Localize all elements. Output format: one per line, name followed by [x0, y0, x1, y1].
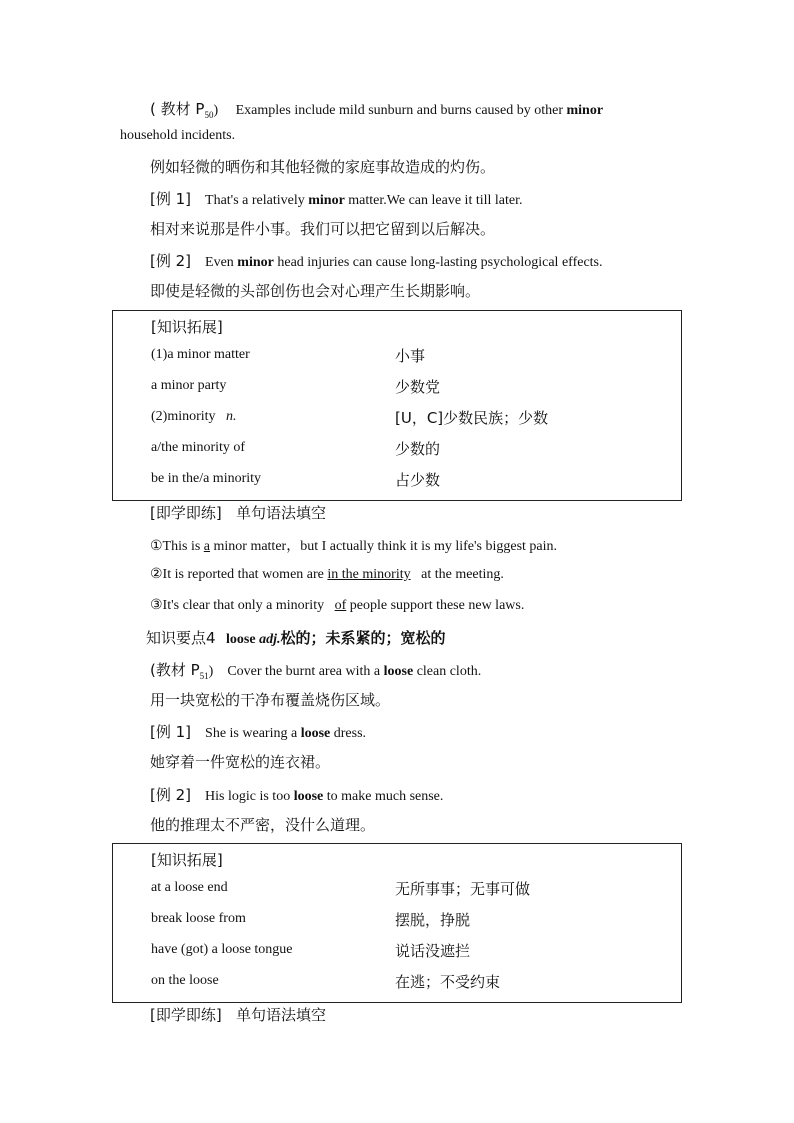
example-1: [例 1] That's a relatively minor matter.We can leave it till later. [150, 190, 523, 208]
box-row-meaning: 在逃；不受约束 [395, 973, 501, 991]
box-row-meaning: 无所事事；无事可做 [395, 880, 531, 898]
knowledge-point-heading: 知识要点4 loose adj.松的；未系紧的；宽松的 [146, 629, 446, 647]
practice-heading-2: [即学即练] 单句语法填空 [150, 1006, 327, 1024]
box-row-meaning: 小事 [395, 347, 426, 365]
practice-question-3: ③It's clear that only a minority of people support these new laws. [150, 598, 525, 613]
translation-loose-3: 他的推理太不严密，没什么道理。 [150, 816, 376, 834]
example-loose-2: [例 2] His logic is too loose to make much sense. [150, 786, 444, 804]
practice-question-2: ②It is reported that women are in the minority at the meeting. [150, 567, 504, 582]
box-row: on the loose [151, 973, 219, 988]
box-row: (1)a minor matter [151, 347, 250, 362]
knowledge-expansion-box-1 [112, 310, 682, 501]
box-row: a minor party [151, 378, 227, 393]
box-row-meaning: 占少数 [395, 471, 441, 489]
source-line-1: ( 教材 $P_{50}$) Examples include mild sunburn and burns caused by other minor [150, 100, 604, 120]
answer-blank: a [203, 539, 210, 554]
box-row: (2)minority n. [151, 409, 237, 424]
practice-question-1: ①This is a minor matter，but I actually think it is my life's biggest pain. [150, 539, 558, 554]
translation-loose-1: 用一块宽松的干净布覆盖烧伤区域。 [150, 691, 391, 709]
practice-heading-1: [即学即练] 单句语法填空 [150, 504, 327, 522]
box-row-meaning: [U，C]少数民族；少数 [395, 409, 549, 427]
box-row-meaning: 少数的 [395, 440, 441, 458]
box-row: a/the minority of [151, 440, 246, 455]
translation-3: 即使是轻微的头部创伤也会对心理产生长期影响。 [150, 282, 481, 300]
source-line-2: household incidents. [120, 128, 236, 143]
example-2: [例 2] Even minor head injuries can cause long-lasting psychological effects. [150, 252, 603, 270]
box-title: [知识拓展] [151, 851, 223, 869]
answer-blank: of [334, 598, 347, 613]
example-loose-1: [例 1] She is wearing a loose dress. [150, 723, 367, 741]
box-row-meaning: 少数党 [395, 378, 441, 396]
box-row: at a loose end [151, 880, 228, 895]
answer-blank: in the minority [327, 567, 411, 582]
translation-1: 例如轻微的晒伤和其他轻微的家庭事故造成的灼伤。 [150, 158, 496, 176]
box-row: have (got) a loose tongue [151, 942, 293, 957]
translation-2: 相对来说那是件小事。我们可以把它留到以后解决。 [150, 220, 496, 238]
box-title: [知识拓展] [151, 318, 223, 336]
source-line-loose: (教材 $P_{51}$) Cover the burnt area with a loose clean cloth. [150, 661, 482, 681]
knowledge-expansion-box-2 [112, 843, 682, 1003]
box-row: break loose from [151, 911, 246, 926]
box-row-meaning: 说话没遮拦 [395, 942, 471, 960]
translation-loose-2: 她穿着一件宽松的连衣裙。 [150, 753, 331, 771]
box-row-meaning: 摆脱，挣脱 [395, 911, 471, 929]
box-row: be in the/a minority [151, 471, 262, 486]
